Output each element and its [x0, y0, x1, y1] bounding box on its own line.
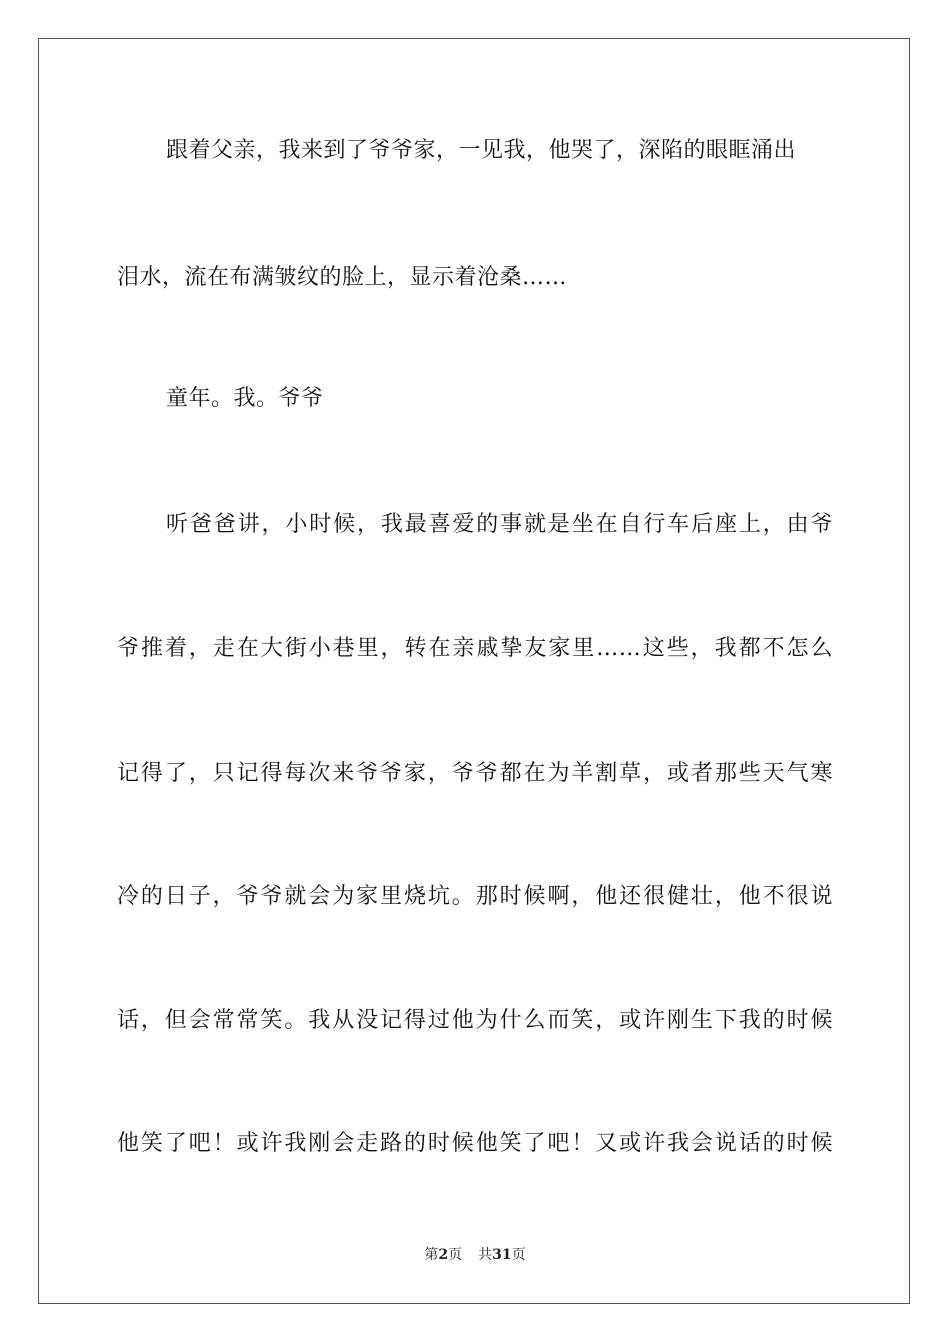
total-suffix: 页: [511, 1247, 526, 1263]
paragraph-2-line-2: 爷推着，走在大街小巷里，转在亲戚挚友家里……这些，我都不怎么: [117, 636, 833, 661]
paragraph-2-line-6: 他笑了吧！或许我刚会走路的时候他笑了吧！又或许我会说话的时候: [117, 1131, 833, 1156]
total-pages: 31: [492, 1247, 512, 1263]
page-footer: [39, 1245, 911, 1265]
paragraph-2-line-1: 听爸爸讲，小时候，我最喜爱的事就是坐在自行车后座上，由爷: [166, 512, 833, 537]
paragraph-2-line-4: 冷的日子，爷爷就会为家里烧坑。那时候啊，他还很健壮，他不很说: [117, 884, 833, 909]
page-number: 2: [438, 1247, 449, 1263]
page-suffix: 页: [448, 1247, 463, 1263]
paragraph-1-line-1: 跟着父亲，我来到了爷爷家，一见我，他哭了，深陷的眼眶涌出: [166, 138, 797, 163]
page-frame: [38, 38, 910, 1304]
paragraph-1-line-2: 泪水，流在布满皱纹的脸上，显示着沧桑……: [117, 265, 568, 290]
total-prefix: 共: [478, 1247, 493, 1263]
paragraph-2-line-5: 话，但会常常笑。我从没记得过他为什么而笑，或许刚生下我的时候: [117, 1008, 833, 1033]
page-prefix: 第: [424, 1247, 439, 1263]
section-heading: 童年。我。爷爷: [166, 386, 324, 411]
paragraph-2-line-3: 记得了，只记得每次来爷爷家，爷爷都在为羊割草，或者那些天气寒: [117, 761, 833, 786]
